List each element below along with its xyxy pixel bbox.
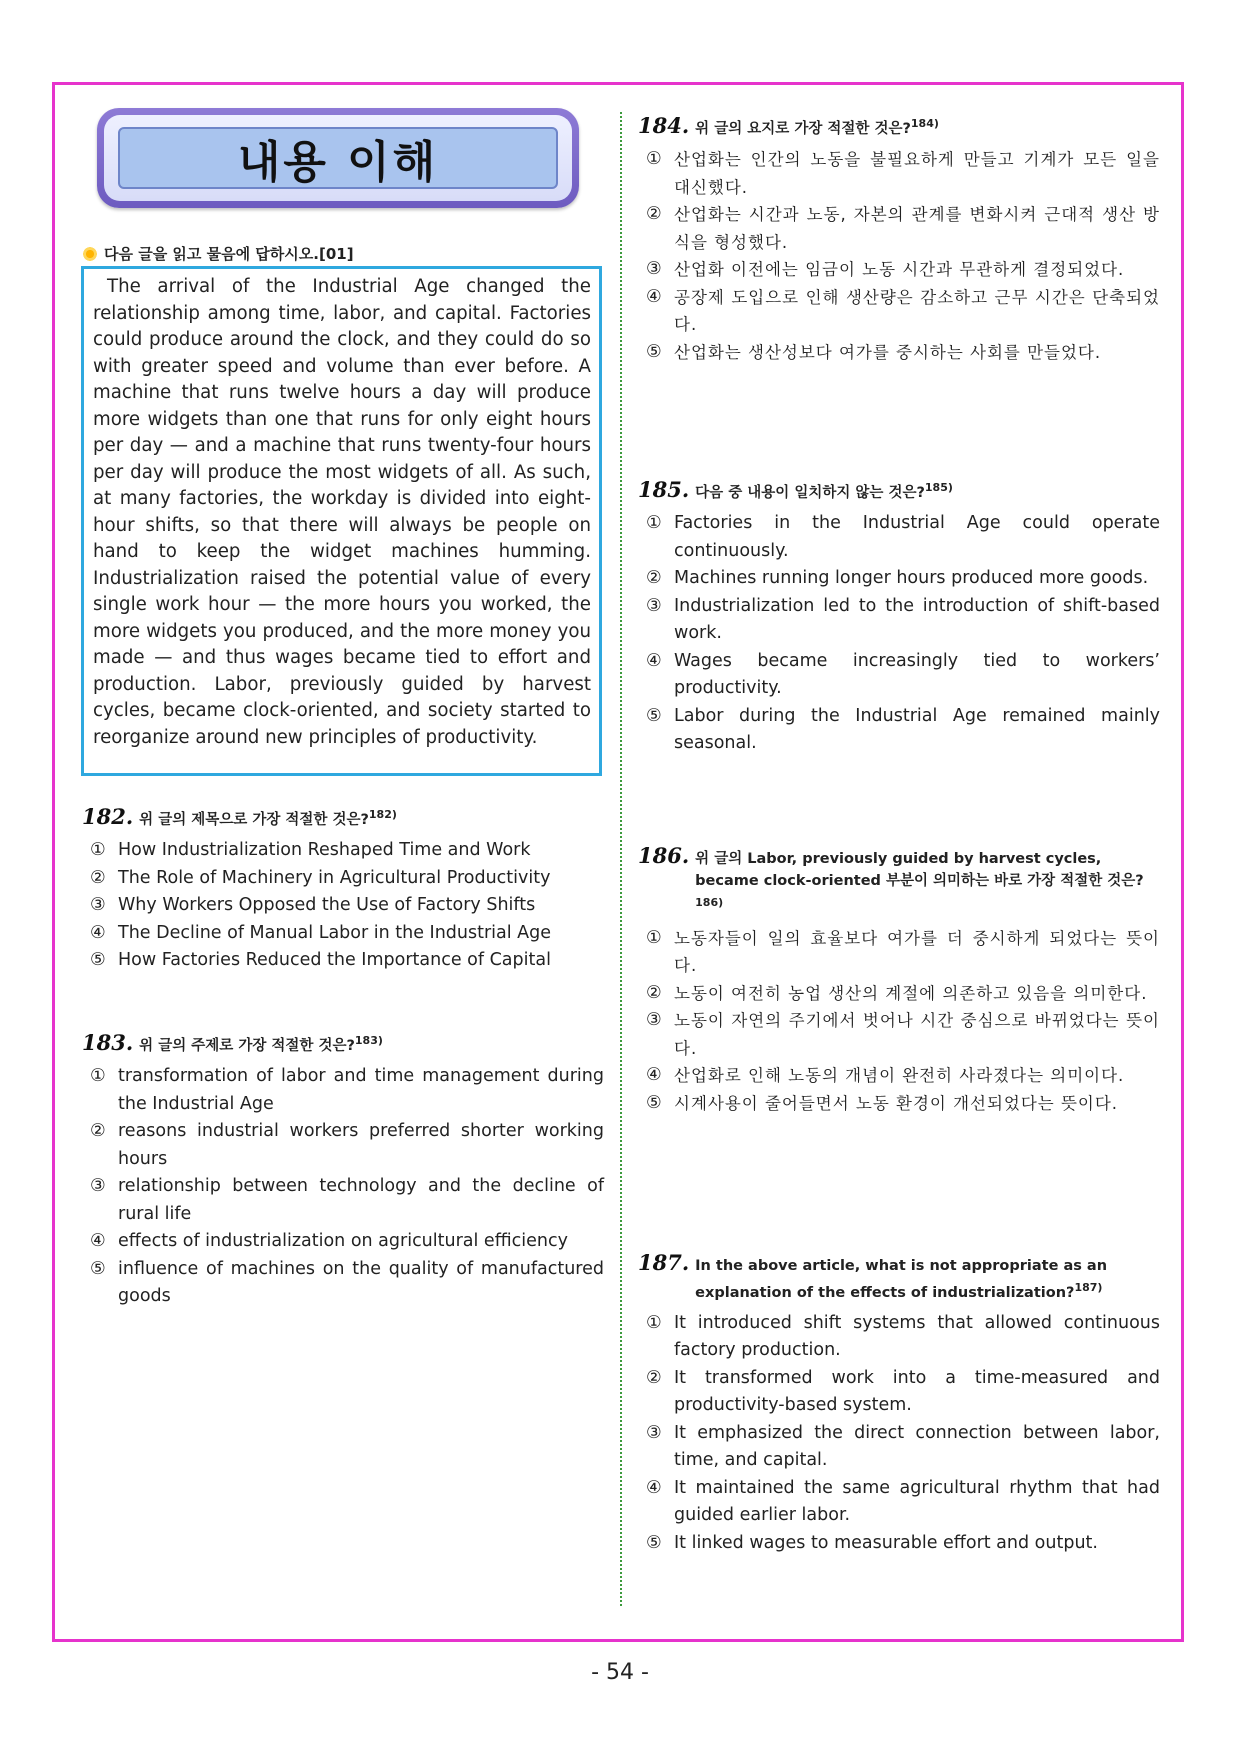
option-marker: ① [646, 1312, 662, 1333]
answer-option[interactable] [82, 1118, 604, 1173]
answer-option[interactable] [82, 865, 604, 893]
footnote-ref: 182) [368, 808, 397, 822]
option-marker: ① [90, 840, 106, 860]
option-text: It linked wages to measurable effort and output. [674, 1532, 1098, 1553]
answer-option[interactable] [638, 510, 1160, 565]
option-marker: ② [646, 982, 662, 1003]
footnote-ref: 185) [924, 481, 953, 495]
option-text: 노동이 여전히 농업 생산의 계절에 의존하고 있음을 의미한다. [674, 983, 1148, 1003]
question-header [638, 1250, 1160, 1304]
question-number: 186. [638, 843, 690, 868]
option-text: Why Workers Opposed the Use of Factory Shifts [118, 895, 536, 915]
option-text: Wages became increasingly tied to workers’ productivity. [674, 650, 1160, 698]
question-header [82, 804, 604, 831]
question-187 [638, 1250, 1160, 1557]
question-number: 185. [638, 477, 690, 502]
option-marker: ③ [646, 595, 662, 616]
question-185 [638, 477, 1160, 758]
answer-option[interactable] [82, 1173, 604, 1228]
question-stem: 위 글의 요지로 가장 적절한 것은? [695, 121, 911, 137]
answer-option[interactable] [638, 1475, 1160, 1530]
question-182 [82, 804, 604, 975]
question-183 [82, 1030, 604, 1311]
option-text: It maintained the same agricultural rhythm that had guided earlier labor. [674, 1477, 1160, 1526]
question-header [638, 477, 1160, 504]
option-marker: ③ [646, 259, 662, 279]
option-marker: ⑤ [646, 1532, 662, 1553]
footnote-ref: 186) [695, 896, 724, 909]
question-number: 182. [82, 804, 134, 829]
answer-option[interactable] [638, 201, 1160, 256]
answer-option[interactable] [638, 1530, 1160, 1558]
answer-option[interactable] [638, 1420, 1160, 1475]
option-text: transformation of labor and time management during the Industrial Age [118, 1066, 604, 1114]
answer-option[interactable] [82, 1256, 604, 1311]
option-text: influence of machines on the quality of manufactured goods [118, 1258, 604, 1306]
question-stem: 위 글의 Labor, previously guided by harvest cycles, became clock-oriented 부분이 의미하는 바로 가장 적절한 것은? [695, 851, 1144, 889]
title-badge-plate [118, 127, 558, 189]
answer-option[interactable] [638, 1062, 1160, 1090]
option-text: Machines running longer hours produced more goods. [674, 568, 1149, 588]
option-marker: ③ [90, 1176, 106, 1196]
option-text: Labor during the Industrial Age remained mainly seasonal. [674, 705, 1160, 753]
question-184 [638, 113, 1160, 366]
option-marker: ④ [646, 286, 662, 307]
answer-option[interactable] [82, 1063, 604, 1118]
option-marker: ② [646, 204, 662, 224]
options-list [82, 1063, 604, 1311]
question-stem-wrap [695, 848, 1160, 919]
option-text: 공장제 도입으로 인해 생산량은 감소하고 근무 시간은 단축되었다. [674, 287, 1160, 334]
question-stem: 위 글의 제목으로 가장 적절한 것은? [139, 812, 369, 828]
column-divider [620, 112, 622, 1606]
option-text: Factories in the Industrial Age could operate continuously. [674, 513, 1160, 561]
option-marker: ⑤ [90, 950, 106, 970]
option-marker: ④ [646, 650, 662, 671]
option-marker: ① [646, 513, 662, 533]
options-list [82, 837, 604, 975]
question-stem: 위 글의 주제로 가장 적절한 것은? [139, 1038, 355, 1054]
option-marker: ⑤ [90, 1258, 106, 1279]
option-marker: ④ [90, 1231, 106, 1251]
answer-option[interactable] [638, 284, 1160, 339]
answer-option[interactable] [638, 1090, 1160, 1118]
option-text: 시계사용이 줄어들면서 노동 환경이 개선되었다는 뜻이다. [674, 1093, 1119, 1113]
question-stem-wrap [139, 1030, 383, 1057]
answer-option[interactable] [82, 837, 604, 865]
answer-option[interactable] [638, 339, 1160, 367]
option-marker: ③ [90, 895, 106, 915]
question-stem-wrap [695, 1255, 1160, 1304]
question-stem: 다음 중 내용이 일치하지 않는 것은? [695, 485, 925, 501]
footnote-ref: 184) [910, 117, 939, 131]
question-stem-wrap [695, 113, 939, 140]
option-text: It transformed work into a time-measured and productivity-based system. [674, 1367, 1160, 1416]
question-header [638, 113, 1160, 140]
title-badge-inner [104, 115, 572, 201]
answer-option[interactable] [638, 925, 1160, 980]
question-header [638, 843, 1160, 919]
option-marker: ① [646, 927, 662, 948]
question-number: 184. [638, 113, 690, 138]
answer-option[interactable] [638, 1365, 1160, 1420]
option-text: 산업화는 인간의 노동을 불필요하게 만들고 기계가 모든 일을 대신했다. [674, 150, 1160, 197]
option-text: 노동이 자연의 주기에서 벗어나 시간 중심으로 바뀌었다는 뜻이다. [674, 1011, 1160, 1058]
answer-option[interactable] [638, 146, 1160, 201]
option-text: It introduced shift systems that allowed continuous factory production. [674, 1312, 1160, 1361]
passage-box [81, 266, 602, 776]
answer-option[interactable] [82, 1228, 604, 1256]
option-text: 산업화로 인해 노동의 개념이 완전히 사라졌다는 의미이다. [674, 1066, 1125, 1086]
option-marker: ② [646, 568, 662, 588]
section-title-badge [97, 108, 579, 208]
instruction-text: 다음 글을 읽고 물음에 답하시오.[01] [104, 245, 354, 263]
option-marker: ⑤ [646, 1092, 662, 1113]
option-marker: ④ [90, 922, 106, 943]
options-list [638, 510, 1160, 758]
answer-option[interactable] [638, 256, 1160, 284]
option-text: effects of industrialization on agricultural efficiency [118, 1231, 568, 1251]
answer-option[interactable] [638, 648, 1160, 703]
option-text: reasons industrial workers preferred shorter working hours [118, 1121, 604, 1169]
option-text: The Role of Machinery in Agricultural Productivity [118, 867, 551, 888]
question-stem-wrap [695, 477, 953, 504]
option-text: 노동자들이 일의 효율보다 여가를 더 중시하게 되었다는 뜻이다. [674, 928, 1160, 976]
options-list [638, 146, 1160, 366]
options-list [638, 1310, 1160, 1558]
option-marker: ③ [646, 1422, 662, 1443]
page-number: - 54 - [591, 1660, 649, 1685]
option-text: How Factories Reduced the Importance of Capital [118, 950, 551, 970]
question-header [82, 1030, 604, 1057]
option-marker: ① [90, 1066, 106, 1086]
question-stem: In the above article, what is not appropriate as an explanation of the effects of industrialization? [695, 1258, 1108, 1301]
flower-bullet-icon [82, 246, 98, 262]
option-text: The Decline of Manual Labor in the Industrial Age [118, 922, 552, 943]
question-186 [638, 843, 1160, 1117]
answer-option[interactable] [638, 703, 1160, 758]
option-marker: ① [646, 149, 662, 169]
option-marker: ⑤ [646, 705, 662, 726]
answer-option[interactable] [638, 980, 1160, 1008]
answer-option[interactable] [638, 1310, 1160, 1365]
option-text: 산업화 이전에는 임금이 노동 시간과 무관하게 결정되었다. [674, 260, 1125, 279]
option-marker: ③ [646, 1010, 662, 1031]
option-marker: ④ [646, 1477, 662, 1498]
option-marker: ④ [646, 1065, 662, 1086]
option-marker: ② [646, 1367, 662, 1388]
instruction [82, 243, 354, 264]
answer-option[interactable] [638, 1007, 1160, 1062]
footnote-ref: 187) [1074, 1281, 1103, 1294]
option-text: 산업화는 생산성보다 여가를 중시하는 사회를 만들었다. [674, 342, 1102, 362]
option-text: How Industrialization Reshaped Time and Work [118, 840, 531, 860]
question-number: 183. [82, 1030, 134, 1055]
answer-option[interactable] [638, 565, 1160, 593]
answer-option[interactable] [638, 593, 1160, 648]
answer-option[interactable] [82, 920, 604, 948]
option-text: relationship between technology and the decline of rural life [118, 1176, 604, 1224]
option-text: It emphasized the direct connection between labor, time, and capital. [674, 1422, 1160, 1471]
question-stem-wrap [139, 804, 397, 831]
answer-option[interactable] [82, 892, 604, 920]
option-text: 산업화는 시간과 노동, 자본의 관계를 변화시켜 근대적 생산 방식을 형성했다. [674, 205, 1160, 252]
question-number: 187. [638, 1250, 690, 1275]
footnote-ref: 183) [354, 1034, 383, 1048]
option-marker: ② [90, 1121, 106, 1141]
option-text: Industrialization led to the introduction of shift-based work. [674, 595, 1160, 643]
answer-option[interactable] [82, 947, 604, 975]
section-title: 내용 이해 [237, 137, 439, 188]
option-marker: ② [90, 867, 106, 888]
option-marker: ⑤ [646, 341, 662, 362]
passage-text: The arrival of the Industrial Age changed the relationship among time, labor, and capital. Factories could produce around the clock, and they could do so with greater speed and volume than ever before. A machine that runs twelve hours a day will produce more widgets than one that runs for only eight hours per day — and a machine that runs twenty-four hours per day will produce the most widgets of all. As such, at many factories, the workday is divided into eight-hour shifts, so that there will always be people on hand to keep the widget machines humming. Industrialization raised the potential value of every single work hour — the more hours you worked, the more widgets you produced, and the more money you made — and thus wages became tied to effort and production. Labor, previously guided by harvest cycles, became clock-oriented, and society started to reorganize around new principles of productivity. [93, 276, 591, 748]
options-list [638, 925, 1160, 1118]
